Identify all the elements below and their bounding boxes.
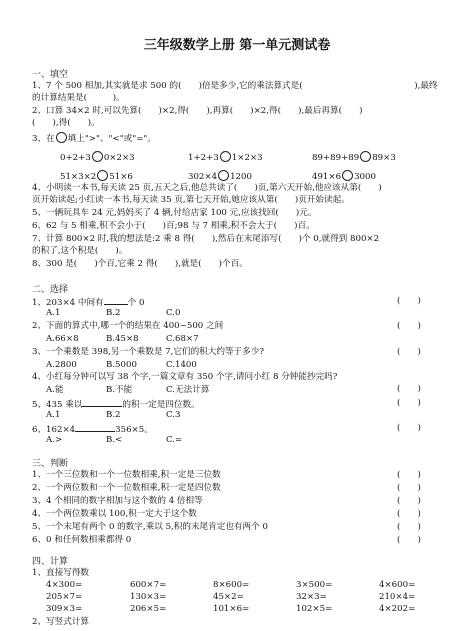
answer-paren: ( ) — [397, 321, 421, 331]
calc-item: 3×500= — [296, 580, 333, 590]
question-text: 356×5。 — [115, 425, 153, 435]
question-text: 2、口算 34×2 时,可以先算( )×2,得( ),再算( )×2,得( ),最后再算( ) — [32, 106, 363, 116]
question-text: 6、62 与 5 相乘,积不会小于( )百;98 与 7 相乘,积不会大于( )百。 — [32, 221, 315, 231]
section-fill-heading: 一、填空 — [32, 70, 69, 80]
option: A.> — [46, 435, 63, 445]
answer-paren: ( ) — [397, 384, 421, 394]
subheading: 1、直接写得数 — [32, 568, 90, 578]
question-text: 6、162×4 — [32, 425, 76, 435]
expression: 89+89+89 — [312, 153, 360, 163]
expression: 1200 — [230, 172, 252, 182]
option: B.< — [106, 435, 123, 445]
answer-paren: ( ) — [397, 522, 421, 532]
judge-item: 5、一个末尾有两个 0 的数字,乘以 5,积的末尾肯定也有两个 0 — [32, 522, 268, 532]
answer-paren: ( ) — [397, 535, 421, 545]
question-text: 4、小明读一本书,每天读 25 页,五天之后,他总共读了( )页,第六天开始,他应该从第( ) — [32, 183, 382, 193]
calc-item: 4×600= — [379, 580, 416, 590]
calc-item: 130×3= — [130, 592, 167, 602]
section-calc-heading: 四、计算 — [32, 557, 69, 567]
compare-item — [188, 151, 263, 164]
option: A.1 — [46, 410, 61, 420]
circle-icon — [92, 151, 103, 162]
calc-item: 4×202= — [379, 604, 416, 614]
question-text: 4、小红每分钟可以写 38 个字,一篇文章有 350 个字,请问小红 8 分钟能抄完吗? — [32, 372, 338, 382]
question-text: 1、7 个 500 相加,其实就是求 500 的( )倍是多少,它的乘法算式是( ),最终 — [32, 81, 438, 91]
compare-item — [188, 170, 252, 183]
question-text: 的积了,这个积是( )。 — [32, 246, 128, 256]
option: A.2800 — [46, 360, 77, 370]
calc-item: 210×4= — [379, 592, 416, 602]
compare-item — [60, 170, 133, 183]
circle-icon — [342, 170, 353, 181]
expression: 51×6 — [109, 172, 133, 182]
question-text: 填上">"、"<"或"="。 — [67, 134, 156, 144]
answer-paren: ( ) — [397, 483, 421, 493]
answer-paren: ( ) — [397, 470, 421, 480]
option: B.不能 — [106, 385, 133, 395]
calc-item: 8×600= — [213, 580, 250, 590]
calc-item: 309×3= — [46, 604, 83, 614]
page-title: 三年级数学上册 第一单元测试卷 — [143, 38, 331, 53]
question-text: 3、一个乘数是 398,另一个乘数是 7,它们的积大约等于多少? — [32, 347, 264, 357]
expression: 89×3 — [372, 153, 396, 163]
expression: 0+2+3 — [60, 153, 91, 163]
expression: 3000 — [354, 172, 376, 182]
question-text: 页开始读起;小红读一本书,每天读 35 页,第七天开始,她应该从第( )页开始读起。 — [32, 195, 350, 205]
option: C.= — [166, 435, 183, 445]
expression: 51×3×2 — [60, 172, 97, 182]
question-text: 的积一定是四位数。 — [122, 400, 200, 410]
question-text: 1、203×4 中间有 — [32, 298, 104, 308]
compare-item — [312, 151, 396, 164]
option: C.无法计算 — [166, 385, 210, 395]
calc-item: 4×300= — [46, 580, 83, 590]
option: A.66×8 — [46, 334, 79, 344]
calc-item: 32×3= — [296, 592, 327, 602]
question-text: 的计算结果是( )。 — [32, 93, 125, 103]
question-text: 7、计算 800×2 时,我的想法是:2 乘 8 得( ),然后在末尾添写( )个 0,就得到 800×2 — [32, 234, 380, 244]
judge-item: 2、一个两位数和一个一位数相乘,积一定是四位数 — [32, 483, 221, 493]
judge-item: 3、4 个相同的数字相加与这个数的 4 倍相等 — [32, 496, 203, 506]
calc-item: 205×7= — [46, 592, 83, 602]
calc-item: 600×7= — [130, 580, 167, 590]
option: C.1400 — [166, 360, 197, 370]
section-judge-heading: 三、判断 — [32, 459, 69, 469]
calc-item: 206×5= — [130, 604, 167, 614]
option: B.2 — [106, 410, 121, 420]
answer-paren: ( ) — [397, 496, 421, 506]
judge-item: 6、0 和任何数相乘都得 0 — [32, 535, 132, 545]
circle-icon — [220, 151, 231, 162]
expression: 491×6 — [312, 172, 342, 182]
expression: 302×4 — [188, 172, 218, 182]
blank-line — [104, 296, 128, 305]
question-text: 2、下面的算式中,哪一个的结果在 400~500 之间 — [32, 321, 224, 331]
answer-paren: ( ) — [397, 398, 421, 408]
subheading: 2、写竖式计算 — [32, 617, 90, 627]
question-text — [32, 132, 156, 145]
option: B.45×8 — [106, 334, 139, 344]
answer-paren: ( ) — [397, 423, 421, 433]
judge-item: 1、一个三位数和一个一位数相乘,积一定是三位数 — [32, 470, 221, 480]
option: B.5000 — [106, 360, 137, 370]
compare-item — [60, 151, 135, 164]
answer-paren: ( ) — [397, 347, 421, 357]
calc-item: 102×5= — [296, 604, 333, 614]
option: C.0 — [166, 308, 181, 318]
question-text: 8、300 是( )个百,它乘 2 得( ),就是( )个百。 — [32, 259, 248, 269]
calc-item: 101×6= — [213, 604, 250, 614]
option: C.3 — [166, 410, 181, 420]
option: A.能 — [46, 385, 64, 395]
question-text: ( ),得( )。 — [32, 118, 100, 128]
circle-icon — [97, 170, 108, 181]
blank-line — [75, 423, 115, 432]
expression: 1×2×3 — [231, 153, 263, 163]
expression: 1+2+3 — [188, 153, 219, 163]
expression: 0×2×3 — [103, 153, 135, 163]
judge-item: 4、一个两位数乘以 100,积一定大于这个数 — [32, 509, 197, 519]
question-text: 5、435 乘以 — [32, 400, 83, 410]
answer-paren: ( ) — [397, 509, 421, 519]
question-text: 5、一辆玩具车 24 元,妈妈买了 4 辆,付给店家 100 元,应该找回( )元。 — [32, 208, 317, 218]
calc-item: 45×2= — [213, 592, 244, 602]
section-choice-heading: 二、选择 — [32, 285, 69, 295]
question-text: 个 0 — [127, 298, 145, 308]
answer-paren: ( ) — [397, 296, 421, 306]
circle-icon — [360, 151, 371, 162]
option: C.68×7 — [166, 334, 199, 344]
question-text: 3、在 — [32, 134, 55, 144]
blank-line — [82, 398, 122, 407]
compare-item — [312, 170, 376, 183]
option: B.2 — [106, 308, 121, 318]
circle-icon — [218, 170, 229, 181]
circle-icon — [56, 132, 67, 143]
option: A.1 — [46, 308, 61, 318]
